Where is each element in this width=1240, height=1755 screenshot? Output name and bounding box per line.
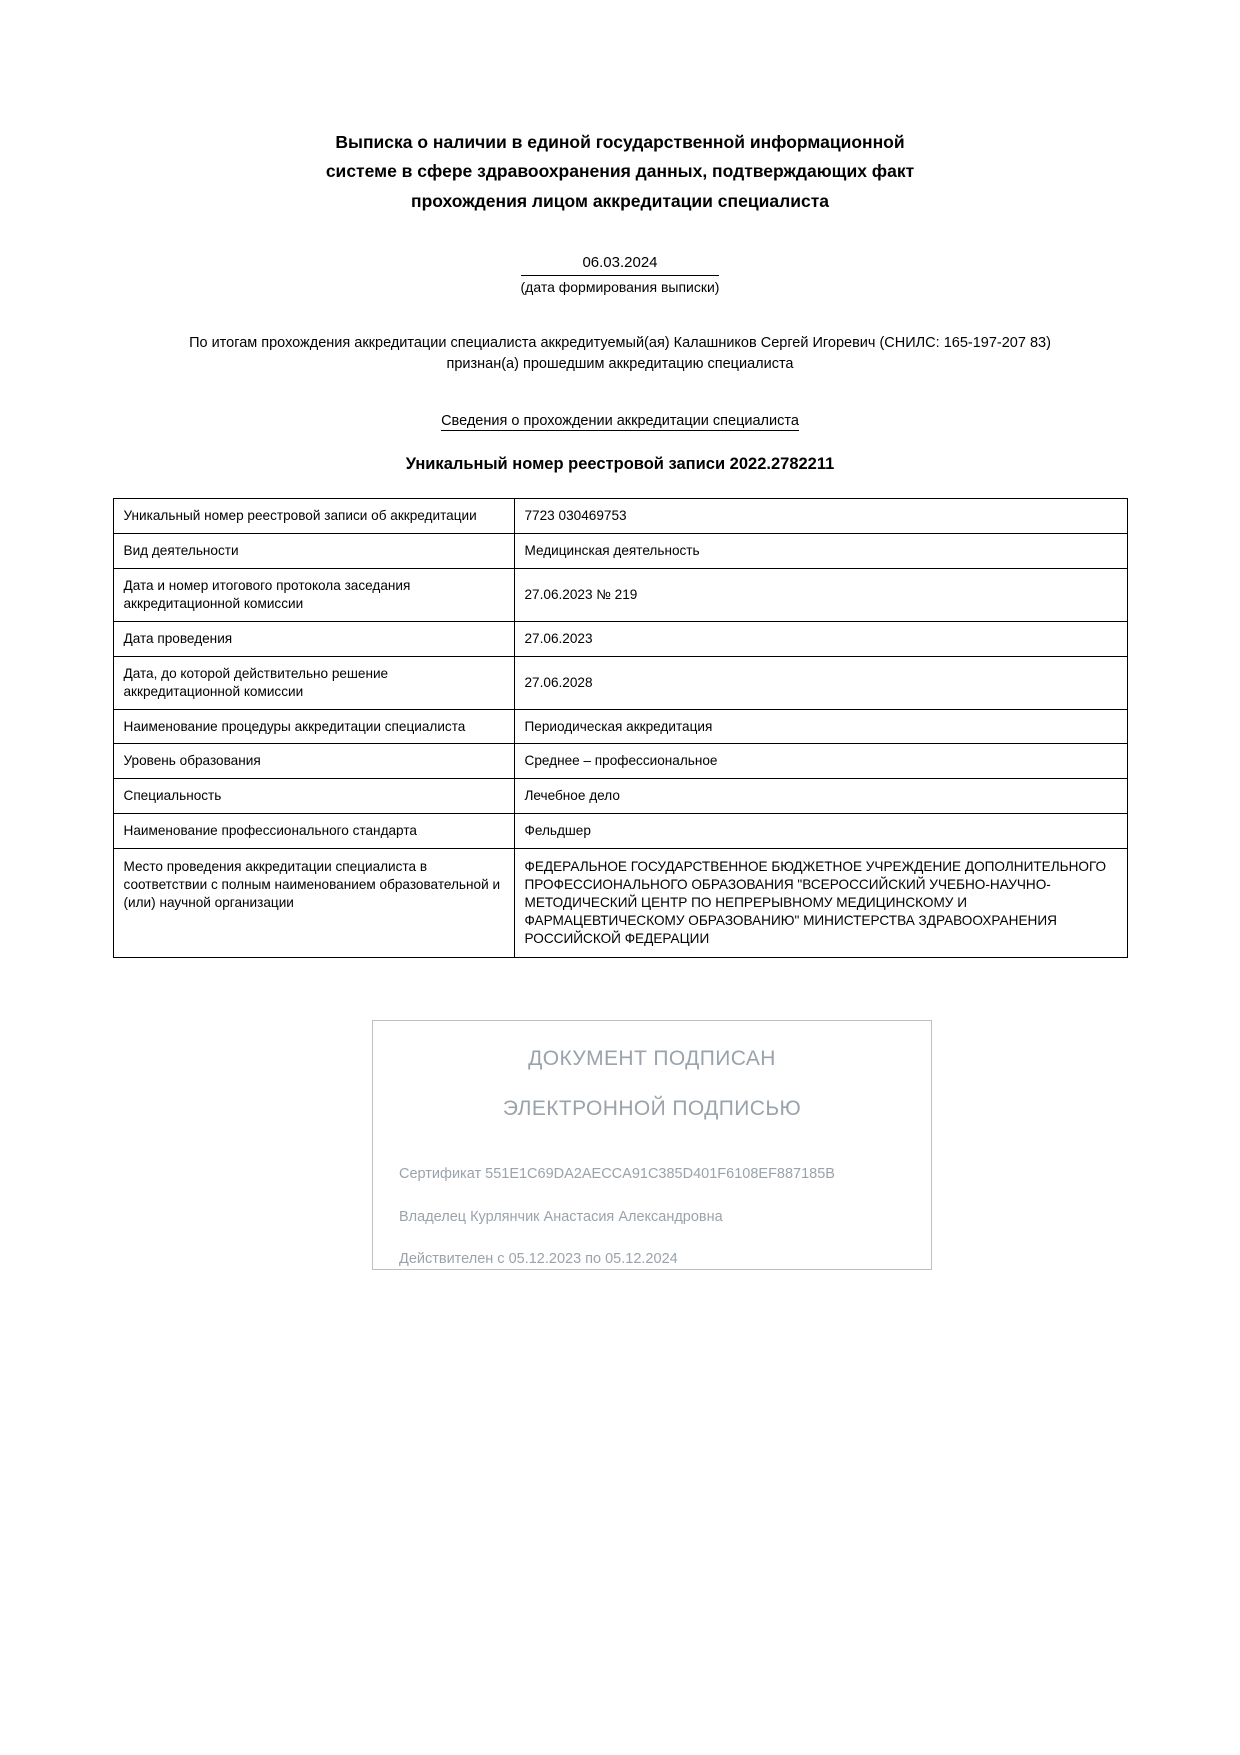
table-cell-value: Фельдшер bbox=[514, 814, 1127, 849]
table-cell-value: 27.06.2028 bbox=[514, 656, 1127, 709]
table-cell-label: Уникальный номер реестровой записи об аккредитации bbox=[113, 498, 514, 533]
table-row bbox=[113, 814, 1127, 849]
signature-validity: Действителен с 05.12.2023 по 05.12.2024 bbox=[399, 1251, 678, 1267]
table-cell-value: ФЕДЕРАЛЬНОЕ ГОСУДАРСТВЕННОЕ БЮДЖЕТНОЕ УЧРЕЖДЕНИЕ ДОПОЛНИТЕЛЬНОГО ПРОФЕССИОНАЛЬНОГО ОБРАЗОВАНИЯ "ВСЕРОССИЙСКИЙ УЧЕБНО-НАУЧНО-МЕТОДИЧЕСКИЙ ЦЕНТР ПО НЕПРЕРЫВНОМУ МЕДИЦИНСКОМУ И ФАРМАЦЕВТИЧЕСКОМУ ОБРАЗОВАНИЮ" МИНИСТЕРСТВА ЗДРАВООХРАНЕНИЯ РОССИЙСКОЙ ФЕДЕРАЦИИ bbox=[514, 849, 1127, 958]
section-heading-text: Сведения о прохождении аккредитации специалиста bbox=[441, 412, 799, 429]
table-cell-label: Уровень образования bbox=[113, 744, 514, 779]
formation-date-line bbox=[521, 254, 720, 295]
table-row bbox=[113, 709, 1127, 744]
table-row bbox=[113, 779, 1127, 814]
table-cell-label: Дата, до которой действительно решение аккредитационной комиссии bbox=[113, 656, 514, 709]
table-row bbox=[113, 744, 1127, 779]
signature-certificate: Сертификат 551E1C69DA2AECCA91C385D401F6108EF887185B bbox=[399, 1166, 835, 1182]
table-cell-value: 27.06.2023 bbox=[514, 621, 1127, 656]
table-cell-label: Наименование процедуры аккредитации специалиста bbox=[113, 709, 514, 744]
document-title-line-2: системе в сфере здравоохранения данных, подтверждающих факт bbox=[325, 161, 915, 182]
table-cell-label: Место проведения аккредитации специалиста в соответствии с полным наименованием образовательной и (или) научной организации bbox=[113, 849, 514, 958]
table-cell-label: Наименование профессионального стандарта bbox=[113, 814, 514, 849]
accreditation-details-table bbox=[113, 498, 1128, 958]
table-row bbox=[113, 621, 1127, 656]
table-cell-value: Среднее – профессиональное bbox=[514, 744, 1127, 779]
electronic-signature-stamp bbox=[372, 1020, 932, 1270]
accreditation-statement-line-1: По итогам прохождения аккредитации специалиста аккредитуемый(ая) Калашников Сергей Игоревич (СНИЛС: 165-197-207 83) bbox=[189, 334, 1051, 351]
table-cell-value: 27.06.2023 № 219 bbox=[514, 568, 1127, 621]
table-row bbox=[113, 533, 1127, 568]
accreditation-statement bbox=[150, 297, 1090, 375]
accreditation-statement-line-2: признан(а) прошедшим аккредитацию специалиста bbox=[446, 355, 794, 372]
signature-owner: Владелец Курлянчик Анастасия Александровна bbox=[399, 1208, 723, 1225]
document-title-line-1: Выписка о наличии в единой государственной информационной bbox=[335, 132, 905, 152]
table-cell-value: 7723 030469753 bbox=[514, 498, 1127, 533]
formation-date-block bbox=[270, 216, 970, 297]
table-row bbox=[113, 568, 1127, 621]
document-title bbox=[270, 0, 970, 216]
table-cell-value: Лечебное дело bbox=[514, 779, 1127, 814]
formation-date-value: 06.03.2024 bbox=[521, 254, 720, 276]
section-heading bbox=[150, 375, 1090, 429]
document-title-line-3: прохождения лицом аккредитации специалиста bbox=[411, 190, 829, 211]
table-row bbox=[113, 849, 1127, 958]
table-row bbox=[113, 656, 1127, 709]
table-cell-label: Дата проведения bbox=[113, 621, 514, 656]
registry-record-number: Уникальный номер реестровой записи 2022.2782211 bbox=[405, 454, 835, 473]
formation-date-caption: (дата формирования выписки) bbox=[520, 278, 720, 295]
table-cell-label: Вид деятельности bbox=[113, 533, 514, 568]
table-cell-value: Медицинская деятельность bbox=[514, 533, 1127, 568]
table-cell-label: Специальность bbox=[113, 779, 514, 814]
signature-title-line-1: ДОКУМЕНТ ПОДПИСАН bbox=[528, 1047, 776, 1070]
table-cell-label: Дата и номер итогового протокола заседания аккредитационной комиссии bbox=[113, 568, 514, 621]
table-row bbox=[113, 498, 1127, 533]
table-cell-value: Периодическая аккредитация bbox=[514, 709, 1127, 744]
signature-title-line-2: ЭЛЕКТРОННОЙ ПОДПИСЬЮ bbox=[502, 1097, 802, 1120]
